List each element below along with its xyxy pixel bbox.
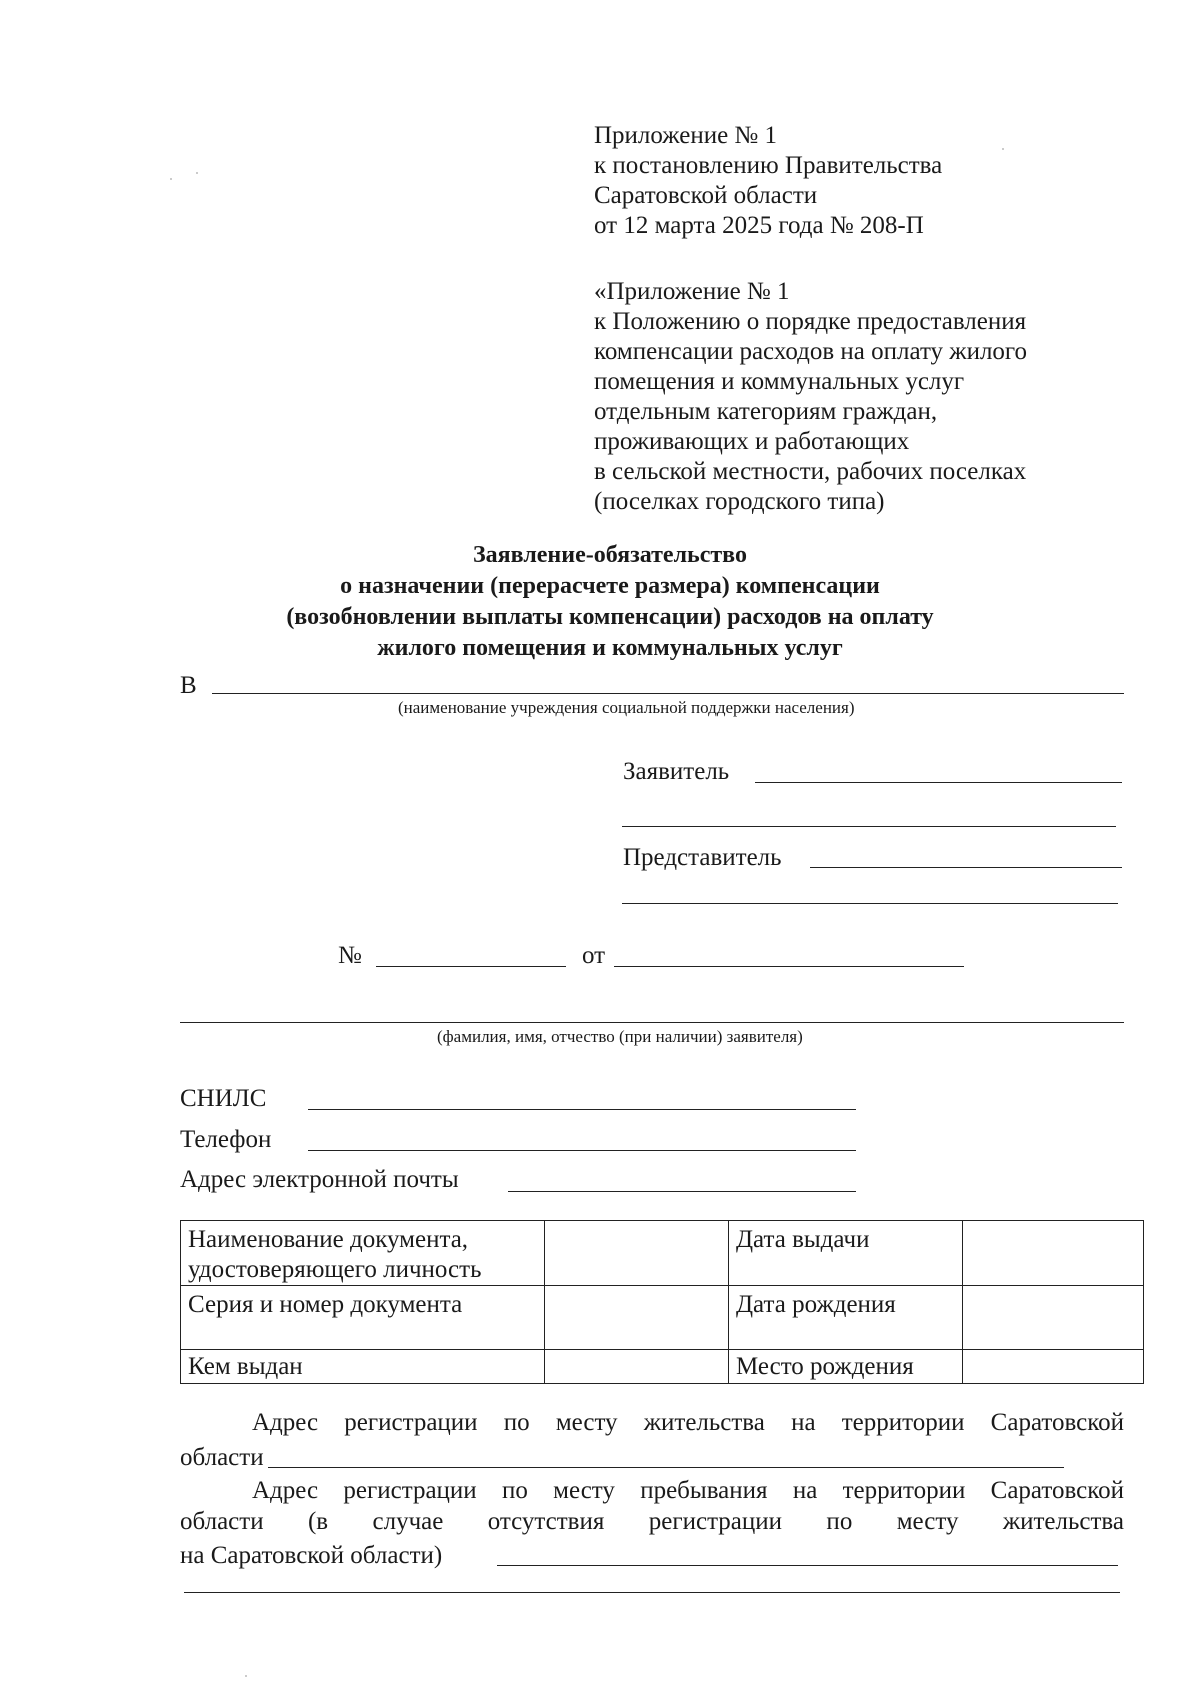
appendix-header-line: от 12 марта 2025 года № 208-П bbox=[594, 212, 924, 239]
document-title bbox=[180, 540, 1040, 664]
title-line: о назначении (перерасчете размера) компенсации bbox=[340, 573, 880, 599]
representative-field-continued[interactable] bbox=[622, 903, 1118, 904]
appendix-ref-line: помещения и коммунальных услуг bbox=[594, 368, 965, 395]
date-field[interactable] bbox=[614, 966, 964, 967]
scan-speck bbox=[1002, 148, 1004, 150]
stay-address-text: Адрес регистрации по месту пребывания на территории Саратовской bbox=[252, 1477, 1124, 1504]
residence-address-text: Адрес регистрации по месту жительства на территории Саратовской bbox=[252, 1409, 1124, 1436]
residence-address-text-2: области bbox=[180, 1444, 264, 1471]
appendix-ref-line: проживающих и работающих bbox=[594, 428, 910, 455]
representative-field[interactable] bbox=[810, 867, 1122, 868]
issue-date-value[interactable] bbox=[963, 1221, 1144, 1286]
applicant-field[interactable] bbox=[755, 782, 1122, 783]
appendix-header-line: к постановлению Правительства bbox=[594, 152, 943, 179]
phone-field[interactable] bbox=[308, 1150, 856, 1151]
issue-date-label: Дата выдачи bbox=[729, 1221, 963, 1286]
appendix-ref-line: компенсации расходов на оплату жилого bbox=[594, 338, 1028, 365]
stay-address-text-2: области (в случае отсутствия регистрации по месту жительства bbox=[180, 1508, 1124, 1535]
scan-speck bbox=[170, 178, 172, 180]
institution-caption: (наименование учреждения социальной поддержки населения) bbox=[398, 698, 855, 717]
applicant-field-continued[interactable] bbox=[622, 826, 1116, 827]
birth-place-value[interactable] bbox=[963, 1350, 1144, 1384]
applicant-label: Заявитель bbox=[623, 758, 730, 785]
doc-name-value[interactable] bbox=[545, 1221, 729, 1286]
birth-date-value[interactable] bbox=[963, 1286, 1144, 1350]
doc-series-value[interactable] bbox=[545, 1286, 729, 1350]
stay-address-text-3: на Саратовской области) bbox=[180, 1542, 443, 1569]
number-field[interactable] bbox=[376, 966, 566, 967]
snils-field[interactable] bbox=[308, 1109, 856, 1110]
appendix-ref-line: «Приложение № 1 bbox=[594, 278, 790, 305]
table-row bbox=[181, 1221, 1144, 1286]
snils-label: СНИЛС bbox=[180, 1085, 267, 1112]
title-line: (возобновлении выплаты компенсации) расходов на оплату bbox=[286, 604, 934, 630]
email-field[interactable] bbox=[508, 1191, 856, 1192]
representative-label: Представитель bbox=[623, 844, 782, 871]
appendix-reference bbox=[594, 276, 1027, 516]
doc-name-label: Наименование документа, удостоверяющего личность bbox=[181, 1221, 545, 1286]
id-document-table bbox=[180, 1220, 1144, 1384]
fio-field[interactable] bbox=[180, 1022, 1124, 1023]
birth-place-label: Место рождения bbox=[729, 1350, 963, 1384]
table-row bbox=[181, 1286, 1144, 1350]
from-label: от bbox=[582, 942, 606, 969]
stay-address-field-continued[interactable] bbox=[184, 1592, 1120, 1593]
appendix-header-line: Саратовской области bbox=[594, 182, 818, 209]
issued-by-label: Кем выдан bbox=[181, 1350, 545, 1384]
appendix-ref-line: отдельным категориям граждан, bbox=[594, 398, 938, 425]
scan-speck bbox=[196, 172, 198, 174]
institution-field[interactable] bbox=[212, 693, 1124, 694]
to-prefix: В bbox=[180, 672, 197, 699]
phone-label: Телефон bbox=[180, 1126, 272, 1153]
birth-date-label: Дата рождения bbox=[729, 1286, 963, 1350]
title-line: жилого помещения и коммунальных услуг bbox=[377, 635, 843, 661]
number-label: № bbox=[338, 942, 362, 969]
email-label: Адрес электронной почты bbox=[180, 1166, 459, 1193]
title-line: Заявление-обязательство bbox=[473, 542, 747, 568]
table-row bbox=[181, 1350, 1144, 1384]
doc-series-label: Серия и номер документа bbox=[181, 1286, 545, 1350]
appendix-ref-line: в сельской местности, рабочих поселках bbox=[594, 458, 1027, 485]
appendix-header bbox=[594, 120, 942, 240]
scan-speck bbox=[245, 1675, 247, 1677]
fio-caption: (фамилия, имя, отчество (при наличии) заявителя) bbox=[437, 1027, 803, 1046]
issued-by-value[interactable] bbox=[545, 1350, 729, 1384]
appendix-header-line: Приложение № 1 bbox=[594, 122, 778, 149]
stay-address-field[interactable] bbox=[497, 1565, 1118, 1566]
appendix-ref-line: к Положению о порядке предоставления bbox=[594, 308, 1027, 335]
residence-address-field[interactable] bbox=[268, 1467, 1064, 1468]
appendix-ref-line: (поселках городского типа) bbox=[594, 488, 885, 515]
